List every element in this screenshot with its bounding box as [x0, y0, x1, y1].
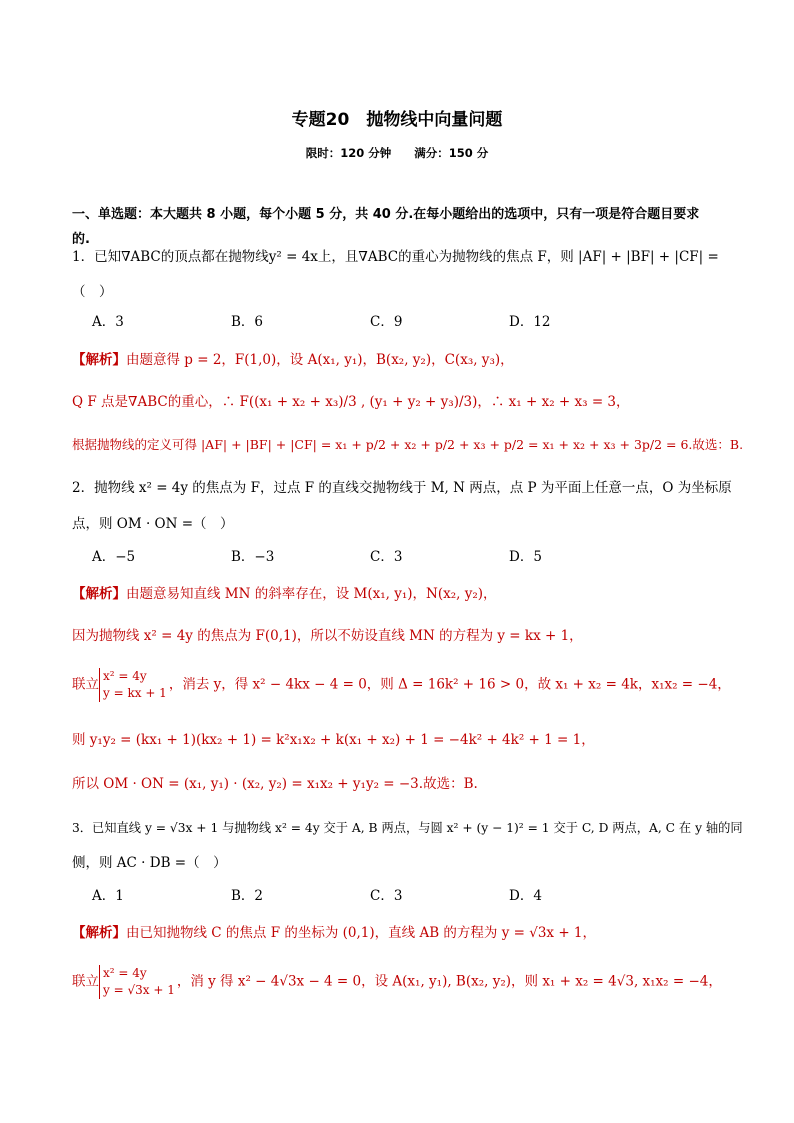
q2-equation-system [99, 668, 167, 702]
q1-solution-line-1 [72, 350, 514, 370]
page-title: 专题20 抛物线中向量问题 [291, 110, 503, 130]
q2-solution-tag: 【解析】 [72, 586, 126, 602]
q1-paren: （ ） [72, 284, 113, 300]
q1-stem: 1．已知∇ABC的顶点都在抛物线y² = 4x上，且∇ABC的重心为抛物线的焦点 F，则 |AF| + |BF| + |CF| = [72, 249, 719, 265]
q3-equation-system [99, 965, 175, 999]
q2-stem-cont: 点，则 OM · ON =（ ） [72, 516, 234, 532]
q2-stem: 2．抛物线 x² = 4y 的焦点为 F，过点 F 的直线交抛物线于 M, N 两点，点 P 为平面上任意一点，O 为坐标原 [72, 480, 732, 496]
q2-option-a: A．−5 [92, 549, 136, 565]
q2-option-c: C．3 [370, 549, 403, 565]
q2-solution-line-4: 则 y₁y₂ = (kx₁ + 1)(kx₂ + 1) = k²x₁x₂ + k(x₁ + x₂) + 1 = −4k² + 4k² + 1 = 1， [72, 732, 595, 748]
q3-options [92, 886, 648, 906]
q3-solution-line-1 [72, 923, 596, 943]
q2-sol1: 由题意易知直线 MN 的斜率存在，设 M(x₁, y₁)，N(x₂, y₂)， [126, 586, 497, 602]
q1-option-b: B．6 [231, 314, 264, 330]
q2-eq2: y = kx + 1 [99, 685, 167, 702]
q3-eq1: x² = 4y [99, 965, 175, 982]
q3-solution-tag: 【解析】 [72, 925, 126, 941]
q1-sol1: 由题意得 p = 2，F(1,0)，设 A(x₁, y₁)，B(x₂, y₂)，C(x₃, y₃)， [126, 352, 514, 368]
page-subtitle: 限时：120 分钟 满分：150 分 [305, 146, 489, 160]
q1-option-c: C．9 [370, 314, 403, 330]
q2-option-d: D．5 [509, 549, 542, 565]
q2-solution-line-3 [72, 668, 731, 702]
section-heading-cont: 的. [72, 232, 90, 247]
q2-solution-line-5: 所以 OM · ON = (x₁, y₁) · (x₂, y₂) = x₁x₂ + y₁y₂ = −3.故选：B. [72, 776, 478, 792]
q1-solution-tag: 【解析】 [72, 352, 126, 368]
q3-option-a: A．1 [92, 888, 124, 904]
q2-solution-line-2: 因为抛物线 x² = 4y 的焦点为 F(0,1)，所以不妨设直线 MN 的方程为 y = kx + 1， [72, 628, 583, 644]
q3-sol2-lead: 联立 [72, 973, 99, 990]
q1-solution-line-3: 根据抛物线的定义可得 |AF| + |BF| + |CF| = x₁ + p/2 + x₂ + p/2 + x₃ + p/2 = x₁ + x₂ + x₃ + 3p/2 = 6.故选：B. [72, 437, 744, 452]
q3-option-c: C．3 [370, 888, 403, 904]
q2-option-b: B．−3 [231, 549, 275, 565]
q2-sol3-rest: ，消去 y，得 x² − 4kx − 4 = 0，则 Δ = 16k² + 16 > 0，故 x₁ + x₂ = 4k，x₁x₂ = −4， [168, 676, 731, 693]
q3-option-d: D．4 [509, 888, 542, 904]
q2-solution-line-1 [72, 584, 497, 604]
q3-stem-cont: 侧，则 AC · DB =（ ） [72, 855, 227, 871]
q1-option-a: A．3 [92, 314, 124, 330]
q3-eq2: y = √3x + 1 [99, 982, 175, 999]
q3-option-b: B．2 [231, 888, 264, 904]
q3-stem: 3．已知直线 y = √3x + 1 与抛物线 x² = 4y 交于 A, B 两点，与圆 x² + (y − 1)² = 1 交于 C, D 两点，A, C 在 y 轴的同 [72, 821, 743, 835]
section-heading: 一、单选题：本大题共 8 小题，每个小题 5 分，共 40 分.在每小题给出的选项中，只有一项是符合题目要求 [72, 207, 700, 222]
q3-sol2-rest: ，消 y 得 x² − 4√3x − 4 = 0，设 A(x₁, y₁), B(x₂, y₂)，则 x₁ + x₂ = 4√3, x₁x₂ = −4， [176, 973, 722, 990]
q3-solution-line-2 [72, 965, 722, 999]
q1-options [92, 312, 648, 332]
q1-solution-line-2: Q F 点是∇ABC的重心，∴ F((x₁ + x₂ + x₃)/3 , (y₁ + y₂ + y₃)/3)，∴ x₁ + x₂ + x₃ = 3， [72, 394, 630, 410]
q1-option-d: D．12 [509, 314, 551, 330]
q2-sol3-lead: 联立 [72, 676, 99, 693]
q3-sol1: 由已知抛物线 C 的焦点 F 的坐标为 (0,1)，直线 AB 的方程为 y = √3x + 1， [126, 925, 597, 941]
q2-options [92, 547, 648, 567]
q2-eq1: x² = 4y [99, 668, 167, 685]
